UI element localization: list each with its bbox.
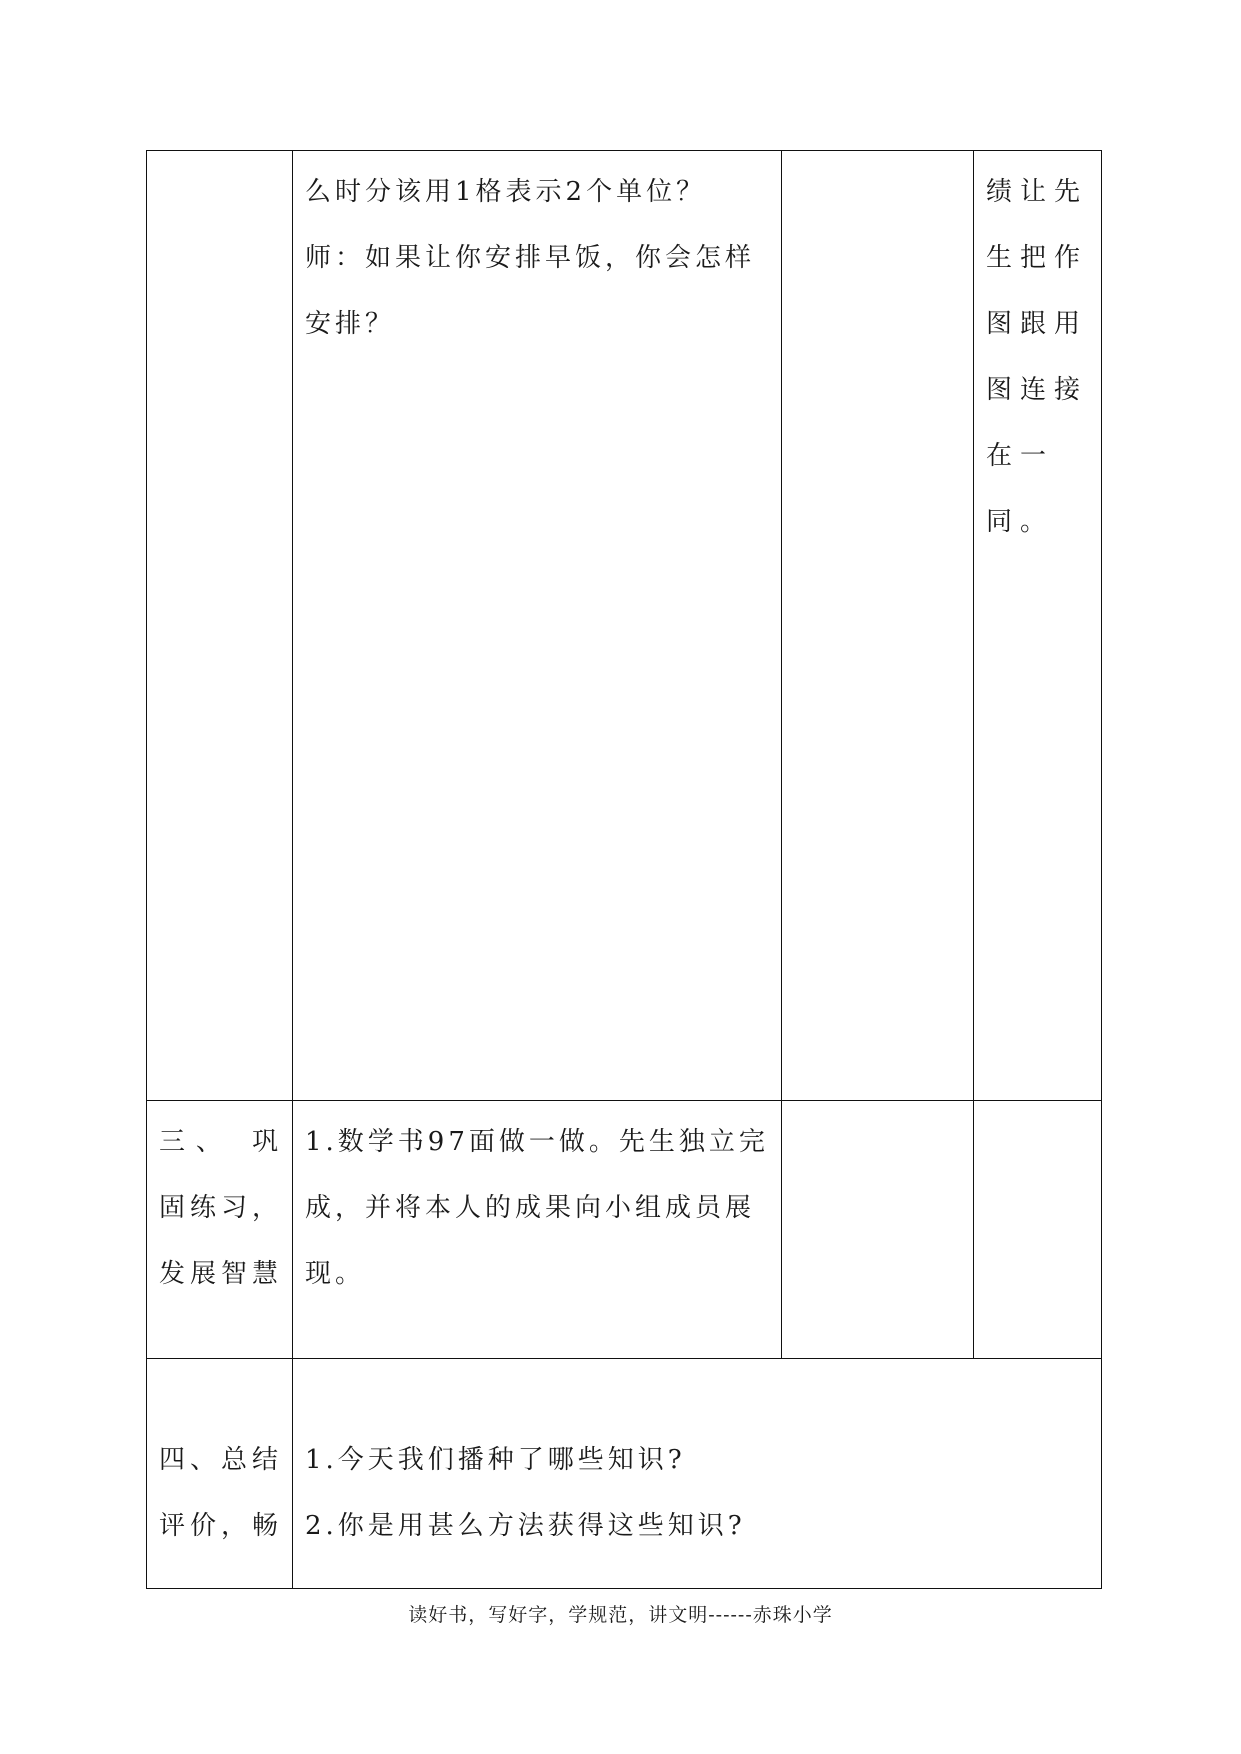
content-cell: [293, 1359, 1102, 1589]
student-activity-cell: [782, 151, 974, 1101]
content-cell: [293, 1101, 782, 1359]
stage-text: [147, 151, 292, 159]
design-note-text: [974, 1101, 1101, 1109]
table-row: [147, 151, 1102, 1101]
content-text: 么时分该用1格表示2个单位？ 师：如果让你安排早饭，你会怎样安排？: [305, 177, 756, 339]
stage-cell: [147, 1101, 293, 1359]
lesson-plan-table: [146, 150, 1102, 1589]
design-note-text: 绩让先生把作图跟用图连接在一同。: [986, 177, 1089, 537]
content-text: 1.数学书97面做一做。先生独立完成，并将本人的成果向小组成员展现。: [305, 1127, 769, 1289]
stage-text: 三、 巩固练习，发展智慧: [159, 1127, 282, 1289]
design-note-cell: [974, 1101, 1102, 1359]
table-row: [147, 1101, 1102, 1359]
student-activity-cell: [782, 1101, 974, 1359]
page-footer: 读好书，写好字，学规范，讲文明------赤珠小学: [408, 1604, 833, 1626]
table-row: [147, 1359, 1102, 1589]
design-note-cell: [974, 151, 1102, 1101]
content-text: 1.今天我们播种了哪些知识? 2.你是用甚么方法获得这些知识?: [305, 1445, 746, 1541]
stage-cell: [147, 1359, 293, 1589]
content-cell: [293, 151, 782, 1101]
stage-cell: [147, 151, 293, 1101]
stage-text: 四、总结评价，畅: [159, 1445, 282, 1541]
